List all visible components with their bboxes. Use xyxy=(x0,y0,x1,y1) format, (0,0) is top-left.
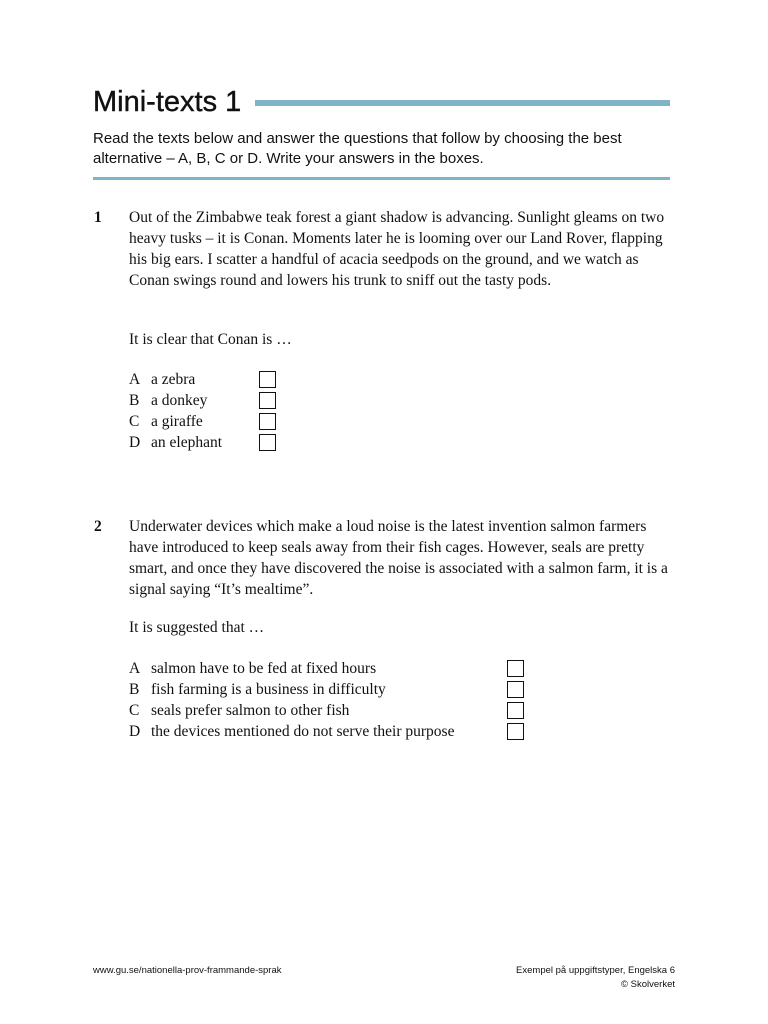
question-prompt: It is clear that Conan is … xyxy=(129,331,292,348)
instructions: Read the texts below and answer the questions that follow by choosing the best alternative – A, B, C or D. Write your answers in the boxes. xyxy=(93,130,622,167)
answer-checkbox[interactable] xyxy=(507,723,524,740)
option-text: fish farming is a business in difficulty xyxy=(151,681,386,698)
footer-url: www.gu.se/nationella-prov-frammande-sprak xyxy=(93,965,282,976)
question-text: Underwater devices which make a loud noise is the latest invention salmon farmers have introduced to keep seals away from their fish cages. However, seals are pretty smart, and once they have discovered the noise is associated with a salmon farm, it is a signal saying “It’s mealtime”. xyxy=(129,518,668,598)
answer-checkbox[interactable] xyxy=(507,660,524,677)
option-letter: C xyxy=(129,413,140,430)
footer-copyright: © Skolverket xyxy=(621,979,675,990)
option-letter: A xyxy=(129,371,141,388)
answer-checkbox[interactable] xyxy=(259,413,276,430)
page-title: Mini-texts 1 xyxy=(93,86,242,118)
answer-checkbox[interactable] xyxy=(259,434,276,451)
divider-rule xyxy=(93,177,670,180)
option-letter: A xyxy=(129,660,141,677)
option-text: seals prefer salmon to other fish xyxy=(151,702,350,719)
option-text: a zebra xyxy=(151,371,196,388)
title-row xyxy=(93,84,670,124)
answer-checkbox[interactable] xyxy=(259,392,276,409)
question-prompt: It is suggested that … xyxy=(129,619,265,636)
option-letter: D xyxy=(129,723,141,740)
option-letter: B xyxy=(129,392,140,409)
answer-checkbox[interactable] xyxy=(507,702,524,719)
option-letter: D xyxy=(129,434,141,451)
option-letter: C xyxy=(129,702,140,719)
question-text: Out of the Zimbabwe teak forest a giant shadow is advancing. Sunlight gleams on two heavy tusks – it is Conan. Moments later he is looming over our Land Rover, flapping his big ears. I scatter a handful of acacia seedpods on the ground, and we watch as Conan swings round and lowers his trunk to sniff out the tasty pods. xyxy=(129,209,665,289)
footer-publication: Exempel på uppgiftstyper, Engelska 6 xyxy=(516,965,675,976)
option-text: a giraffe xyxy=(151,413,203,430)
option-letter: B xyxy=(129,681,140,698)
option-text: the devices mentioned do not serve their purpose xyxy=(151,723,455,740)
option-text: an elephant xyxy=(151,434,223,451)
answer-checkbox[interactable] xyxy=(259,371,276,388)
question-number: 2 xyxy=(94,518,102,535)
answer-checkbox[interactable] xyxy=(507,681,524,698)
option-text: a donkey xyxy=(151,392,208,409)
question-number: 1 xyxy=(94,209,102,226)
title-accent-bar xyxy=(255,100,670,106)
option-text: salmon have to be fed at fixed hours xyxy=(151,660,377,677)
